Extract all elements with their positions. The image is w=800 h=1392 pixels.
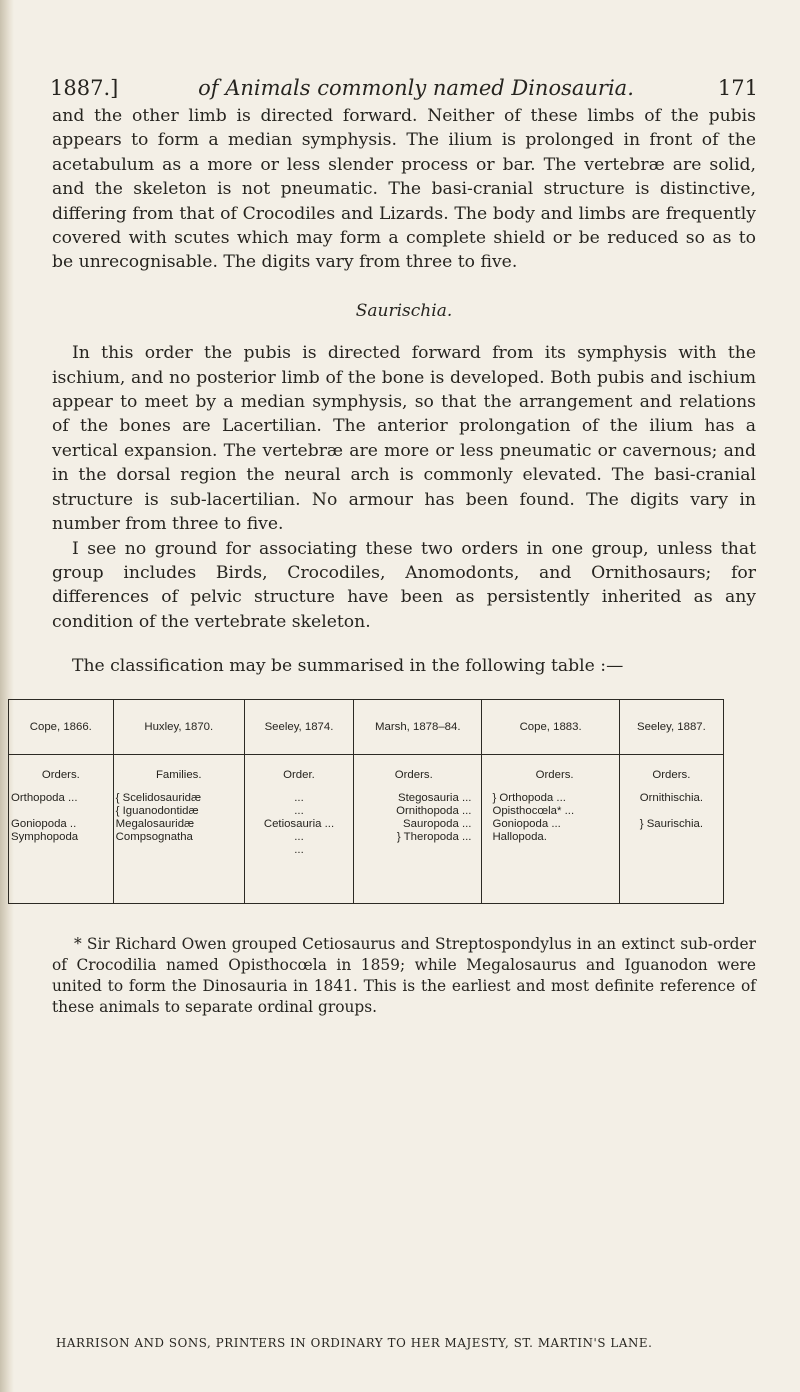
cell-line: Megalosauridæ [115,817,195,830]
footnote-text: * Sir Richard Owen grouped Cetiosaurus and Streptospondylus in an extinct sub-order of Crocodilia named Opisthocœla in 1859; while Megalosaurus and Iguanodon were united to form the Dinosauria in 1841. This is the earliest and most definite reference of these animals to separate ordinal groups. [52,934,756,1016]
running-head-title: of Animals commonly named Dinosauria. [198,76,634,100]
cell-line: Hallopoda. [492,830,547,843]
cell-line: Symphopoda [11,830,79,843]
cell-line: Opisthocœla* ... [492,804,575,817]
cell-line: ... [294,791,304,804]
cell-line: { Scelidosauridæ [115,791,202,804]
cell-line: } Orthopoda ... [492,791,566,804]
book-spine-shadow [0,0,14,1392]
cell-line: { Iguanodontidæ [115,804,199,817]
cell-line: Sauropoda ... [403,817,472,830]
table-cell-huxley-1870 [113,754,244,903]
paragraph-saurischia: In this order the pubis is directed forward from its symphysis with the ischium, and no posterior limb of the bone is developed. Both pubis and ischium appear to meet by a median symphysis, so that the arrangement and relations of the bones are Lacertilian. The anterior prolongation of the ilium has a vertical expansion. The vertebræ are more or less pneumatic or cavernous; and in the dorsal region the neural arch is commonly elevated. The basi-cranial structure is sub-lacertilian. No armour has been found. The digits vary in number from three to five. [52,343,756,535]
table-body-row [9,754,724,903]
cell-line: } Saurischia. [639,817,704,830]
cell-line: ... [294,843,304,856]
classification-table-wrap [8,699,724,904]
column-label: Orders. [535,768,574,781]
table-cell-cope-1866 [9,754,114,903]
cell-line: Stegosauria ... [398,791,472,804]
footnote [52,934,780,1018]
cell-line [622,831,721,844]
table-header-row [9,699,724,754]
cell-line [11,805,111,818]
running-head-year: 1887.] [50,76,119,100]
cell-line: Goniopoda .. [11,817,77,830]
table-header-cell: Cope, 1883. [482,699,619,754]
body-text [52,104,780,679]
cell-line: ... [294,830,304,843]
table-cell-seeley-1887 [619,754,723,903]
table-cell-seeley-1874 [244,754,353,903]
table-cell-cope-1883 [482,754,619,903]
classification-table [8,699,724,904]
printer-imprint: HARRISON AND SONS, PRINTERS IN ORDINARY TO HER MAJESTY, ST. MARTIN'S LANE. [56,1336,653,1350]
table-header-cell: Cope, 1866. [9,699,114,754]
paragraph-table-intro: The classification may be summarised in the following table :— [72,656,624,677]
cell-line: Cetiosauria ... [263,817,335,830]
page [11,70,780,1018]
page-number: 171 [717,76,758,100]
table-header-cell: Seeley, 1874. [244,699,353,754]
column-label: Order. [283,768,315,781]
column-label: Families. [155,768,202,781]
table-header-cell: Huxley, 1870. [113,699,244,754]
cell-line: Ornithischia. [639,791,704,804]
cell-line: Orthopoda ... [11,791,78,804]
column-label: Orders. [41,768,80,781]
cell-line: Ornithopoda ... [396,804,472,817]
cell-line: Goniopoda ... [492,817,561,830]
running-head [52,70,780,104]
cell-line: ... [294,804,304,817]
paragraph-grouping: I see no ground for associating these two orders in one group, unless that group includes Birds, Crocodiles, Anomodonts, and Ornithosaurs; for differences of pelvic structure have been as persistently inherited as any condition of the vertebrate skeleton. [52,538,756,632]
table-header-cell: Marsh, 1878–84. [354,699,482,754]
table-cell-marsh-1878 [354,754,482,903]
cell-line: } Theropoda ... [396,830,472,843]
cell-line [622,805,721,818]
column-label: Orders. [652,768,691,781]
table-header-cell: Seeley, 1887. [619,699,723,754]
paragraph-continued: and the other limb is directed forward. Neither of these limbs of the pubis appears to form a median symphysis. The ilium is prolonged in front of the acetabulum as a more or less slender process or bar. The vertebræ are solid, and the skeleton is not pneumatic. The basi-cranial structure is distinctive, differing from that of Crocodiles and Lizards. The body and limbs are frequently covered with scutes which may form a complete shield or be reduced so as to be unrecognisable. The digits vary from three to five. [52,106,756,273]
column-label: Orders. [394,768,433,781]
cell-line: Compsognatha [115,830,193,843]
section-heading: Saurischia. [355,300,453,321]
